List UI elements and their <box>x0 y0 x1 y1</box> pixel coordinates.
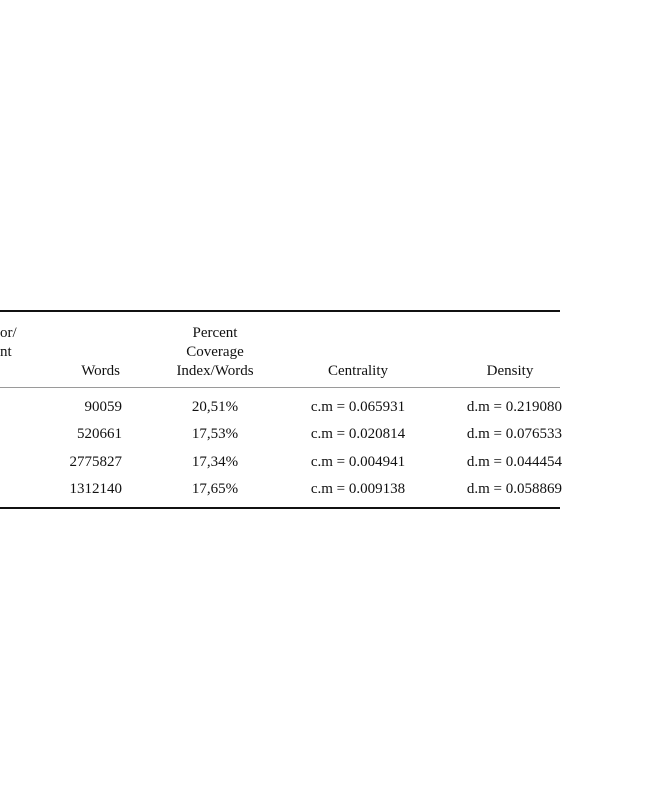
header-partial-line2: nt <box>0 344 12 360</box>
table-row-0-words: 90059 <box>84 399 122 415</box>
table-header-rule <box>0 387 560 388</box>
table-row-3-percent: 17,65% <box>191 481 239 497</box>
table-row-3-centrality: c.m = 0.009138 <box>310 481 406 497</box>
header-partial-line1: or/ <box>0 325 17 341</box>
header-centrality: Centrality <box>328 363 388 379</box>
table-row-1-words: 520661 <box>77 426 122 442</box>
table-row-1-percent: 17,53% <box>191 426 239 442</box>
header-percent-line3: Index/Words <box>176 363 254 379</box>
table-row-1-centrality: c.m = 0.020814 <box>310 426 406 442</box>
header-percent-coverage <box>160 324 270 381</box>
table-row-0-centrality: c.m = 0.065931 <box>310 399 406 415</box>
table-row-2-density: d.m = 0.044454 <box>466 454 562 470</box>
table-row-2-words: 2775827 <box>69 454 122 470</box>
table-bottom-rule <box>0 507 560 509</box>
table-row-3-words: 1312140 <box>69 481 122 497</box>
table-row-2-centrality: c.m = 0.004941 <box>310 454 406 470</box>
table-row-2-percent: 17,34% <box>191 454 239 470</box>
table-row-0-percent: 20,51% <box>191 399 239 415</box>
header-percent-line2: Coverage <box>186 344 244 360</box>
header-partial-column <box>0 324 17 362</box>
header-percent-line1: Percent <box>192 325 238 341</box>
table-row-3-density: d.m = 0.058869 <box>466 481 562 497</box>
header-words: Words <box>81 363 120 379</box>
table-top-rule <box>0 310 560 312</box>
header-density: Density <box>486 363 534 379</box>
table-row-0-density: d.m = 0.219080 <box>466 399 562 415</box>
table-row-1-density: d.m = 0.076533 <box>466 426 562 442</box>
